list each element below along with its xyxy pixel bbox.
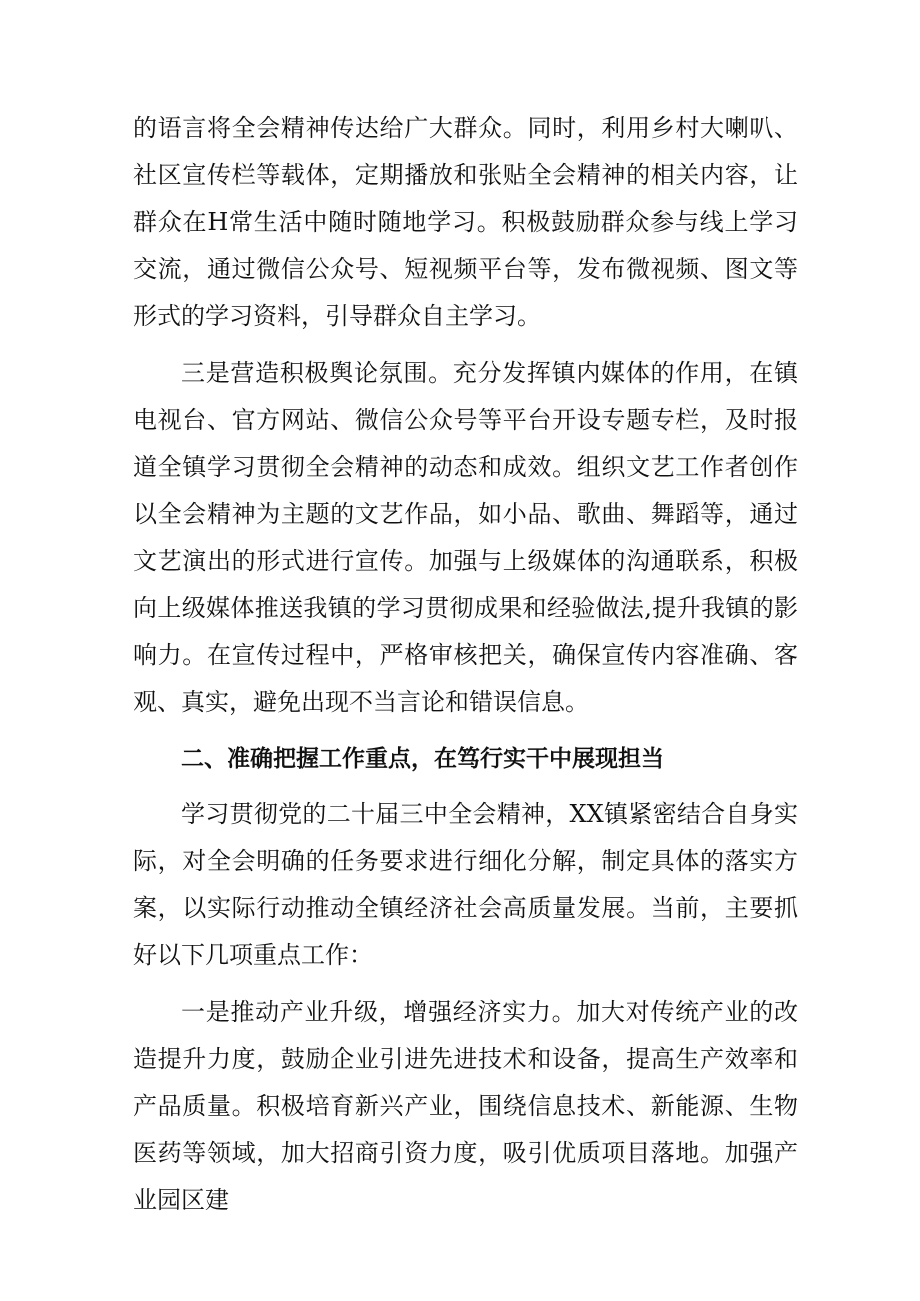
paragraph-industry-upgrade: 一是推动产业升级，增强经济实力。加大对传统产业的改造提升力度，鼓励企业引进先进技术和设备，提高生产效率和产品质量。积极培育新兴产业，围绕信息技术、新能源、生物医药等领域，加大招商引资力度，吸引优质项目落地。加强产业园区建 <box>133 998 798 1214</box>
paragraph-continuation: 的语言将全会精神传达给广大群众。同时，利用乡村大喇叭、社区宣传栏等载体，定期播放和张贴全会精神的相关内容，让群众在H常生活中随时随地学习。积极鼓励群众参与线上学习交流，通过微信公众号、短视频平台等，发布微视频、图文等形式的学习资料，引导群众自主学习。 <box>133 114 798 330</box>
section-heading-2: 二、准确把握工作重点，在笃行实干中展现担当 <box>181 746 664 772</box>
paragraph-work-focus: 学习贯彻党的二十届三中全会精神，XX镇紧密结合自身实际，对全会明确的任务要求进行细化分解，制定具体的落实方案，以实际行动推动全镇经济社会高质量发展。当前，主要抓好以下几项重点工作： <box>133 800 798 969</box>
document-body <box>133 105 798 1224</box>
paragraph-public-opinion: 三是营造积极舆论氛围。充分发挥镇内媒体的作用，在镇电视台、官方网站、微信公众号等平台开设专题专栏，及时报道全镇学习贯彻全会精神的动态和成效。组织文艺工作者创作以全会精神为主题的文艺作品，如小品、歌曲、舞蹈等，通过文艺演出的形式进行宣传。加强与上级媒体的沟通联系，积极向上级媒体推送我镇的学习贯彻成果和经验做法,提升我镇的影响力。在宣传过程中，严格审核把关，确保宣传内容准确、客观、真实，避免出现不当言论和错误信息。 <box>133 359 798 716</box>
